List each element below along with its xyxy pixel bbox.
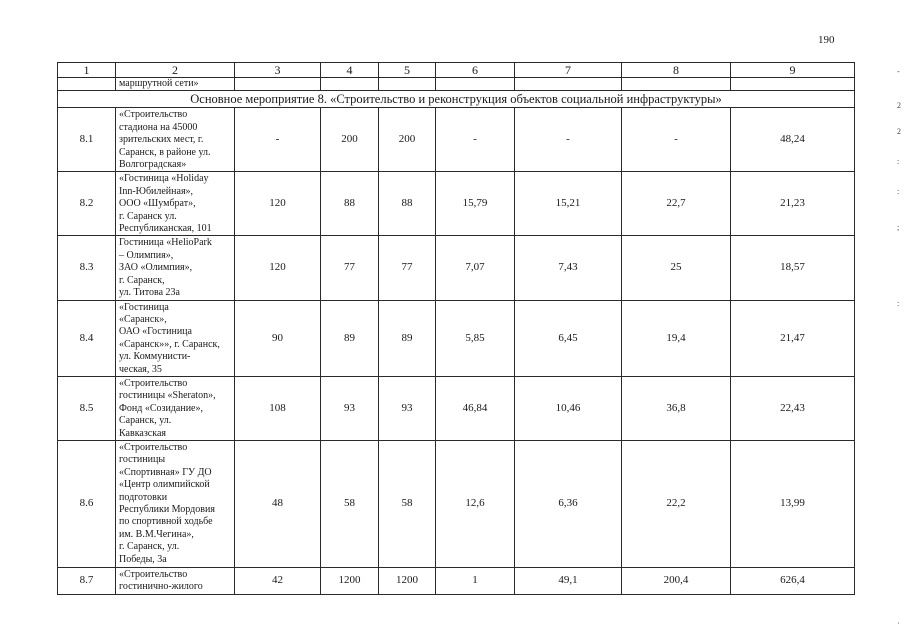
value-cell: 6,45 (515, 300, 622, 376)
description-line: ул. Коммунисти- (119, 351, 191, 363)
table-row (58, 172, 855, 236)
description-line: «Строительство (119, 568, 188, 580)
value-cell: 10,46 (515, 376, 622, 440)
continuation-cell (235, 78, 321, 91)
row-number: 8.1 (58, 108, 116, 172)
header-cell: 2 (116, 63, 235, 78)
value-cell: 48,24 (731, 108, 855, 172)
row-description (116, 376, 235, 440)
value-cell: 21,23 (731, 172, 855, 236)
description-line: «Строительство (119, 109, 188, 121)
description-line: подготовки (119, 491, 168, 503)
value-cell: 120 (235, 236, 321, 300)
value-cell: 13,99 (731, 440, 855, 567)
description-line: «Строительство (119, 441, 188, 453)
value-cell: 25 (622, 236, 731, 300)
value-cell: 1200 (321, 567, 379, 594)
description-line: «Спортивная» ГУ ДО (119, 466, 212, 478)
value-cell: 77 (321, 236, 379, 300)
header-cell: 3 (235, 63, 321, 78)
description-line: ЗАО «Олимпия», (119, 262, 193, 274)
description-line: ул. Титова 23а (119, 287, 180, 299)
value-cell: 93 (379, 376, 436, 440)
description-line: «Строительство (119, 377, 188, 389)
row-number: 8.6 (58, 440, 116, 567)
header-row (58, 63, 855, 78)
value-cell: - (436, 108, 515, 172)
description-line: ООО «Шумбрат», (119, 198, 196, 210)
description-line: Республиканская, 101 (119, 223, 212, 235)
value-cell: 7,43 (515, 236, 622, 300)
value-cell: 22,7 (622, 172, 731, 236)
continuation-cell (379, 78, 436, 91)
description-line: «Саранск», (119, 313, 167, 325)
value-cell: 120 (235, 172, 321, 236)
section-title: Основное мероприятие 8. «Строительство и реконструкция объектов социальной инфраструктуры» (58, 91, 855, 108)
value-cell: 108 (235, 376, 321, 440)
value-cell: 22,43 (731, 376, 855, 440)
value-cell: 77 (379, 236, 436, 300)
description-line: Inn-Юбилейная», (119, 185, 194, 197)
value-cell: 42 (235, 567, 321, 594)
value-cell: 89 (321, 300, 379, 376)
continuation-cell (436, 78, 515, 91)
row-description (116, 172, 235, 236)
description-line: гостиницы (119, 454, 166, 466)
row-description (116, 440, 235, 567)
infrastructure-table (57, 62, 855, 595)
description-line: «Центр олимпийской (119, 479, 210, 491)
row-number: 8.7 (58, 567, 116, 594)
value-cell: 626,4 (731, 567, 855, 594)
value-cell: 1200 (379, 567, 436, 594)
value-cell: 49,1 (515, 567, 622, 594)
description-line: – Олимпия», (119, 249, 174, 261)
section-row (58, 91, 855, 108)
description-line: Гостиница «HelioPark (119, 237, 212, 249)
value-cell: 12,6 (436, 440, 515, 567)
description-line: г. Саранск, (119, 274, 165, 286)
value-cell: 6,36 (515, 440, 622, 567)
value-cell: 89 (379, 300, 436, 376)
row-description (116, 567, 235, 594)
value-cell: 200 (379, 108, 436, 172)
continuation-cell (515, 78, 622, 91)
value-cell: 7,07 (436, 236, 515, 300)
description-line: гостинично-жилого (119, 581, 203, 593)
value-cell: 22,2 (622, 440, 731, 567)
value-cell: 58 (321, 440, 379, 567)
value-cell: - (515, 108, 622, 172)
continuation-cell: маршрутной сети» (116, 78, 235, 91)
description-line: г. Саранск, ул. (119, 541, 180, 553)
value-cell: 18,57 (731, 236, 855, 300)
row-description (116, 236, 235, 300)
header-cell: 7 (515, 63, 622, 78)
header-cell: 5 (379, 63, 436, 78)
description-line: Республики Мордовия (119, 504, 215, 515)
description-line: Победы, 3а (119, 553, 167, 565)
table-row (58, 300, 855, 376)
description-line: «Саранск»», г. Саранск, (119, 338, 220, 350)
value-cell: 88 (379, 172, 436, 236)
description-line: по спортивной ходьбе (119, 516, 213, 528)
value-cell: 90 (235, 300, 321, 376)
page-number: 190 (818, 34, 835, 46)
description-line: «Гостиница (119, 301, 169, 313)
value-cell: 46,84 (436, 376, 515, 440)
row-description (116, 108, 235, 172)
value-cell: 200 (321, 108, 379, 172)
table-row (58, 108, 855, 172)
description-line: «Гостиница «Holiday (119, 173, 209, 185)
continuation-cell (731, 78, 855, 91)
table-row (58, 376, 855, 440)
description-line: ОАО «Гостиница (119, 326, 192, 338)
continuation-row (58, 78, 855, 91)
value-cell: 93 (321, 376, 379, 440)
header-cell: 8 (622, 63, 731, 78)
description-line: Кавказская (119, 427, 166, 439)
continuation-cell (321, 78, 379, 91)
value-cell: 19,4 (622, 300, 731, 376)
row-number: 8.2 (58, 172, 116, 236)
value-cell: 15,21 (515, 172, 622, 236)
row-description (116, 300, 235, 376)
value-cell: 88 (321, 172, 379, 236)
header-cell: 4 (321, 63, 379, 78)
value-cell: 1 (436, 567, 515, 594)
value-cell: 200,4 (622, 567, 731, 594)
description-line: стадиона на 45000 (119, 121, 198, 133)
description-line: Волгоградская» (119, 159, 187, 171)
description-line: Саранск, ул. (119, 415, 172, 427)
description-line: ческая, 35 (119, 363, 162, 375)
continuation-cell (622, 78, 731, 91)
value-cell: - (622, 108, 731, 172)
value-cell: 5,85 (436, 300, 515, 376)
description-line: зрительских мест, г. (119, 134, 204, 146)
value-cell: 58 (379, 440, 436, 567)
description-line: г. Саранск ул. (119, 210, 177, 222)
header-cell: 1 (58, 63, 116, 78)
description-line: гостиницы «Sheraton», (119, 390, 216, 402)
row-number: 8.3 (58, 236, 116, 300)
continuation-cell (58, 78, 116, 91)
row-number: 8.4 (58, 300, 116, 376)
value-cell: 21,47 (731, 300, 855, 376)
table-row (58, 440, 855, 567)
value-cell: 15,79 (436, 172, 515, 236)
header-cell: 6 (436, 63, 515, 78)
table-row (58, 236, 855, 300)
header-cell: 9 (731, 63, 855, 78)
value-cell: - (235, 108, 321, 172)
description-line: им. В.М.Чегина», (119, 528, 194, 540)
value-cell: 36,8 (622, 376, 731, 440)
row-number: 8.5 (58, 376, 116, 440)
value-cell: 48 (235, 440, 321, 567)
description-line: Фонд «Созидание», (119, 402, 203, 414)
table-row (58, 567, 855, 594)
description-line: Саранск, в районе ул. (119, 146, 211, 158)
